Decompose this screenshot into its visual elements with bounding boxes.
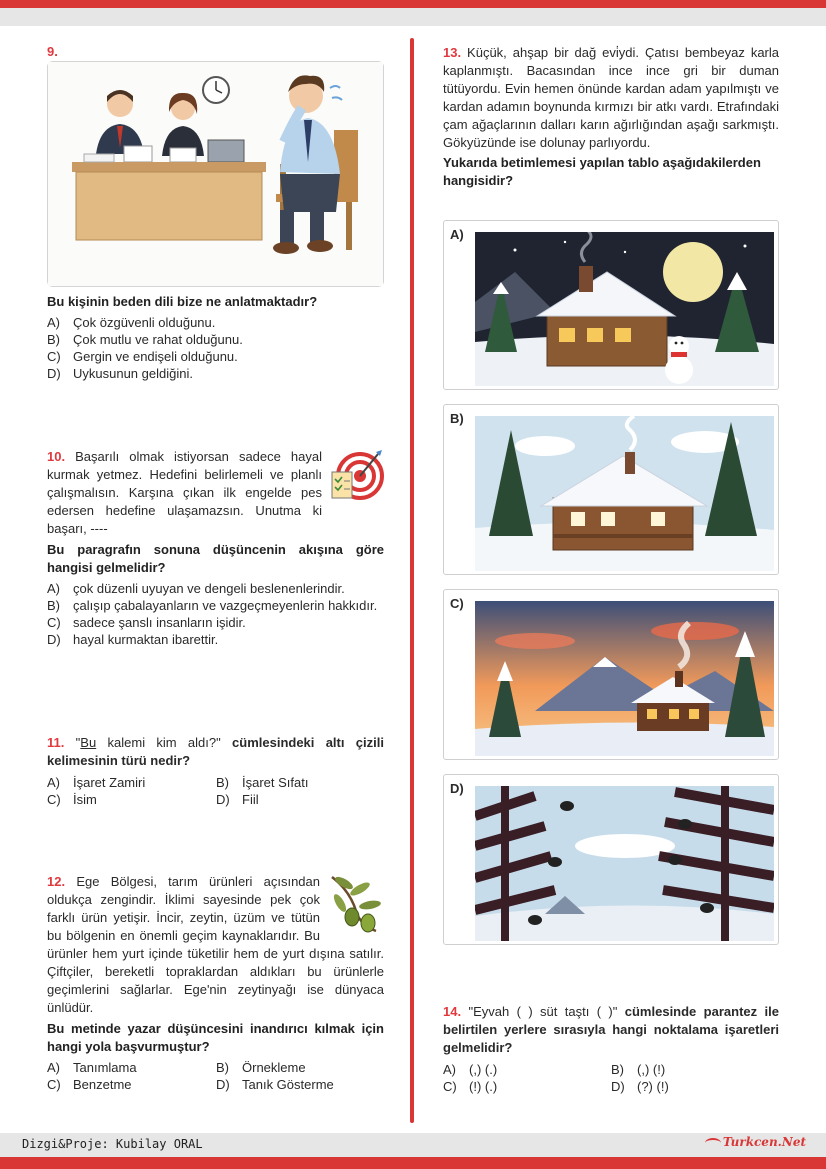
option-c[interactable] [47, 1076, 216, 1093]
option-letter: C) [450, 596, 464, 611]
option-text: İşaret Zamiri [73, 775, 146, 790]
option-d[interactable] [47, 365, 384, 382]
stem-text: cümlesindeki altı çizili kelimesinin türü nedir? [47, 735, 384, 768]
underlined-word: Bu [80, 735, 97, 750]
option-text: (!) (.) [469, 1079, 498, 1094]
olive-branch-icon [326, 871, 384, 935]
option-letter: A) [47, 775, 60, 790]
option-letter: B) [611, 1062, 624, 1077]
option-text: Tanımlama [73, 1060, 137, 1075]
option-letter: B) [450, 411, 464, 426]
paragraph [443, 44, 779, 152]
option-letter: A) [47, 581, 60, 596]
quote-text: "Eyvah ( ) süt taştı ( )" [468, 1004, 618, 1019]
option-d[interactable] [47, 631, 384, 648]
option-b[interactable] [216, 1059, 386, 1076]
option-letter: D) [450, 781, 464, 796]
question-number: 9. [47, 44, 58, 59]
option-a[interactable] [47, 774, 216, 791]
question-stem: Yukarıda betimlemesi yapılan tablo aşağıdakilerden hangisidir? [443, 155, 761, 188]
option-a[interactable] [443, 1061, 611, 1078]
option-text: çok düzenli uyuyan ve dengeli beslenenlerindir. [73, 581, 345, 596]
option-letter: D) [47, 366, 61, 381]
question-number: 10. [47, 449, 66, 464]
paragraph-text: Başarılı olmak istiyorsan sadece hayal kurmak yetmez. Hedefini belirlemeli ve planlı çalışmalısın. Karşına çıkan ilk engelde pes edersen hedefine ulaşamazsın. Unutma ki başarı, ---- [47, 449, 322, 536]
option-c-image-box[interactable] [443, 589, 779, 760]
option-letter: D) [47, 632, 61, 647]
option-text: Fiil [242, 792, 259, 807]
quote-text: kalemi kim aldı?" [96, 735, 221, 750]
question-11 [47, 734, 384, 808]
option-text: İsim [73, 792, 97, 807]
option-letter: C) [47, 792, 61, 807]
stem-text: cümlesinde parantez ile belirtilen yerlere sırasıyla hangi noktalama işaretleri gelmelidir? [443, 1004, 779, 1055]
option-b[interactable] [216, 774, 386, 791]
column-divider [410, 38, 414, 1123]
option-text: (,) (.) [469, 1062, 498, 1077]
option-c[interactable] [47, 614, 384, 631]
option-letter: C) [47, 349, 61, 364]
question-stem: Bu paragrafın sonuna düşüncenin akışına göre hangisi gelmelidir? [47, 542, 384, 575]
option-text: Uykusunun geldiğini. [73, 366, 193, 381]
nervous-man-interview-illustration [47, 61, 384, 287]
cabin-sunset-mountains-image [475, 601, 774, 756]
option-b[interactable] [47, 597, 384, 614]
option-letter: C) [443, 1079, 457, 1094]
option-letter: A) [47, 315, 60, 330]
option-text: (,) (!) [637, 1062, 666, 1077]
option-letter: B) [47, 598, 60, 613]
question-12 [47, 873, 384, 1093]
question-14 [443, 1003, 779, 1095]
quote-mark: " [75, 735, 81, 750]
option-letter: C) [47, 615, 61, 630]
option-b-image-box[interactable] [443, 404, 779, 575]
option-letter: B) [47, 332, 60, 347]
option-a[interactable] [47, 314, 384, 331]
option-letter: A) [443, 1062, 456, 1077]
option-text: Örnekleme [242, 1060, 306, 1075]
option-letter: A) [450, 227, 464, 242]
option-a[interactable] [47, 1059, 216, 1076]
top-grey-band [0, 8, 826, 26]
question-9-body [47, 293, 384, 382]
paragraph-text: Küçük, ahşap bir dağ evi̇ydi. Çatısı bembeyaz karla kaplanmıştı. Bacasından ince ince gri bir duman tütüyordu. Evin hemen önünde kardan adam yapılmıştı ve kardan adamın boynunda kırmızı bir atkı vardı. Etrafındaki çam ağaçlarının dalları karın ağırlığından aşağı sarkmıştı. Gökyüzünde ise dolunay parlıyordu. [443, 45, 779, 150]
bottom-accent-bar [0, 1157, 826, 1169]
paragraph-text: Ege Bölgesi, tarım ürünleri açısından oldukça zengindir. İklimi sayesinde pek çok farklı ürün yetişir. İncir, zeytin, üzüm ve tütün bu bölgenin en önemli geçim kaynaklarıdır. Bu ürünler hem yurt içinde tüketilir hem de yurt dışına satılır. Çiftçiler, bereketli topraklardan aldıkları bu ürünlerle geçimlerini sağlarlar. Ege'nin zeytinyağı ise dünyaca ünlüdür. [47, 874, 384, 1015]
cabin-day-snow-image [475, 416, 774, 571]
option-text: Çok özgüvenli olduğunu. [73, 315, 216, 330]
option-d[interactable] [216, 791, 386, 808]
option-text: İşaret Sıfatı [242, 775, 309, 790]
logo-text: Turkcen.Net [722, 1135, 806, 1149]
option-text: Benzetme [73, 1077, 132, 1092]
question-number: 13. [443, 45, 462, 60]
option-text: hayal kurmaktan ibarettir. [73, 632, 219, 647]
option-letter: B) [216, 775, 229, 790]
birds-on-pine-branches-image [475, 786, 774, 941]
option-b[interactable] [47, 331, 384, 348]
option-b[interactable] [611, 1061, 779, 1078]
question-stem [47, 734, 384, 770]
option-text: (?) (!) [637, 1079, 669, 1094]
option-c[interactable] [47, 791, 216, 808]
question-13 [443, 44, 779, 190]
option-letter: C) [47, 1077, 61, 1092]
option-text: sadece şanslı insanların işidir. [73, 615, 246, 630]
option-text: çalışıp çabalayanların ve vazgeçmeyenlerin hakkıdır. [73, 598, 378, 613]
option-text: Çok mutlu ve rahat olduğunu. [73, 332, 243, 347]
top-accent-bar [0, 0, 826, 8]
option-text: Gergin ve endişeli olduğunu. [73, 349, 238, 364]
question-10 [47, 448, 384, 648]
cabin-night-snowman-image [475, 232, 774, 386]
option-a[interactable] [47, 580, 384, 597]
question-stem: Bu kişinin beden dili bize ne anlatmaktadır? [47, 294, 318, 309]
option-c[interactable] [47, 348, 384, 365]
option-c[interactable] [443, 1078, 611, 1095]
logo-swirl-icon [705, 1138, 721, 1148]
option-letter: D) [611, 1079, 625, 1094]
footer-logo [705, 1135, 806, 1149]
option-d-image-box[interactable] [443, 774, 779, 945]
option-d[interactable] [216, 1076, 386, 1093]
question-number: 11. [47, 735, 65, 750]
option-a-image-box[interactable] [443, 220, 779, 390]
question-stem [443, 1003, 779, 1057]
option-letter: B) [216, 1060, 229, 1075]
question-stem: Bu metinde yazar düşüncesini inandırıcı kılmak için hangi yola başvurmuştur? [47, 1021, 384, 1054]
footer-credit: Dizgi&Proje: Kubilay ORAL [22, 1137, 203, 1151]
target-checklist-icon [328, 448, 384, 504]
option-letter: D) [216, 792, 230, 807]
question-9 [47, 44, 384, 59]
option-text: Tanık Gösterme [242, 1077, 334, 1092]
option-d[interactable] [611, 1078, 779, 1095]
option-letter: A) [47, 1060, 60, 1075]
question-number: 12. [47, 874, 66, 889]
question-number: 14. [443, 1004, 462, 1019]
option-letter: D) [216, 1077, 230, 1092]
